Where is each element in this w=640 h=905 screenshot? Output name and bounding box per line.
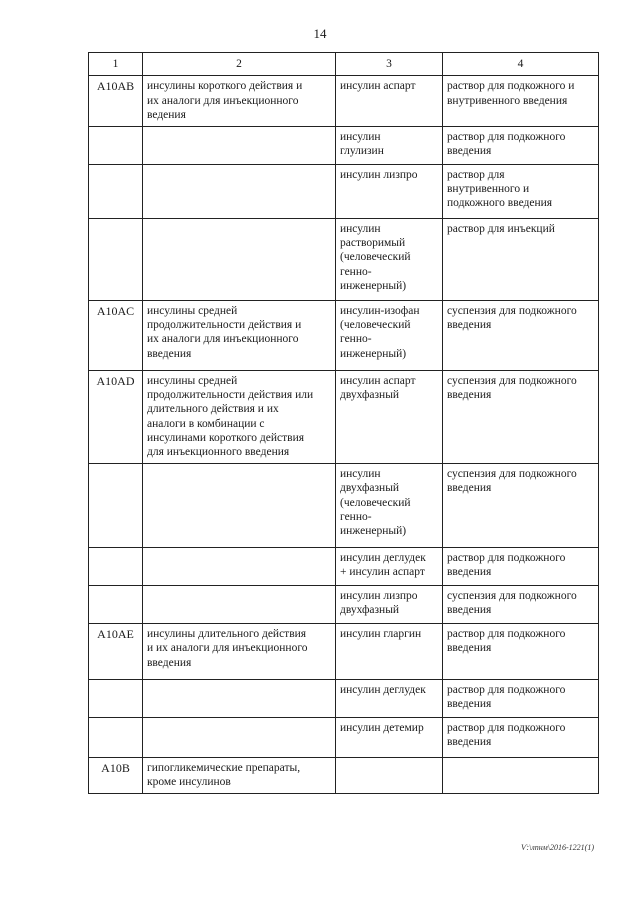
drug-name-cell (336, 623, 443, 679)
pharmacological-group-cell (143, 126, 336, 164)
table-row (89, 300, 599, 370)
atc-code-cell-text: A10AE (97, 626, 134, 641)
drug-name-cell-text: инсулин гларгин (340, 627, 422, 640)
drug-table (88, 52, 599, 794)
pharmacological-group-cell-text: гипогликемические препараты, кроме инсулинов (147, 761, 301, 789)
dosage-form-cell (443, 218, 599, 300)
pharmacological-group-cell-text: инсулины средней продолжительности действия и их аналоги для инъекционного введения (147, 304, 302, 360)
dosage-form-cell (443, 463, 599, 547)
table-row (89, 679, 599, 717)
atc-code-cell (89, 623, 143, 679)
dosage-form-cell-text: раствор для подкожного введения (447, 130, 566, 157)
pharmacological-group-cell (143, 547, 336, 585)
table-body (89, 76, 599, 793)
dosage-form-cell-text: раствор для подкожного введения (447, 627, 566, 655)
drug-name-cell (336, 585, 443, 623)
dosage-form-cell (443, 623, 599, 679)
dosage-form-cell-text: раствор для внутривенного и подкожного введения (447, 168, 553, 210)
drug-name-cell-text: инсулин аспарт (340, 80, 416, 93)
dosage-form-cell (443, 76, 599, 126)
drug-name-cell-text: инсулин двухфазный (человеческий генно- инженерный) (340, 467, 411, 538)
dosage-form-cell-text: раствор для подкожного введения (447, 551, 566, 579)
atc-code-cell (89, 757, 143, 793)
drug-name-cell (336, 463, 443, 547)
drug-name-cell-text: инсулин аспарт двухфазный (340, 374, 416, 401)
drug-name-cell (336, 717, 443, 757)
drug-name-cell (336, 164, 443, 218)
pharmacological-group-cell (143, 218, 336, 300)
atc-code-cell (89, 370, 143, 463)
dosage-form-cell-text: суспензия для подкожного введения (447, 374, 577, 401)
table-row (89, 717, 599, 757)
table-row (89, 76, 599, 126)
atc-code-cell (89, 547, 143, 585)
table-row (89, 218, 599, 300)
table-row (89, 585, 599, 623)
atc-code-cell (89, 300, 143, 370)
page-number: 14 (313, 26, 327, 41)
table-row (89, 370, 599, 463)
dosage-form-cell (443, 679, 599, 717)
table-row (89, 757, 599, 793)
drug-name-cell (336, 126, 443, 164)
atc-code-cell (89, 585, 143, 623)
drug-name-cell (336, 300, 443, 370)
table-row (89, 623, 599, 679)
table-row (89, 164, 599, 218)
dosage-form-cell-text: раствор для подкожного введения (447, 683, 566, 711)
dosage-form-cell (443, 300, 599, 370)
drug-name-cell-text: инсулин детемир (340, 721, 424, 734)
pharmacological-group-cell (143, 717, 336, 757)
table-header-row (89, 53, 599, 76)
dosage-form-cell (443, 717, 599, 757)
table-row (89, 126, 599, 164)
document-footer-code: Ѵ:\лпнм\2016-1221(1) (520, 843, 594, 852)
table-row (89, 547, 599, 585)
drug-name-cell-text: инсулин-изофан (человеческий генно- инженерный) (340, 304, 420, 360)
dosage-form-cell (443, 370, 599, 463)
column-header: 4 (443, 53, 599, 76)
drug-name-cell (336, 370, 443, 463)
atc-code-cell (89, 463, 143, 547)
dosage-form-cell (443, 164, 599, 218)
drug-name-cell-text: инсулин деглудек (340, 683, 426, 696)
drug-name-cell (336, 757, 443, 793)
pharmacological-group-cell (143, 757, 336, 793)
column-header: 3 (336, 53, 443, 76)
pharmacological-group-cell-text: инсулины длительного действия и их аналоги для инъекционного введения (147, 627, 308, 669)
pharmacological-group-cell (143, 76, 336, 126)
drug-name-cell-text: инсулин лизпро двухфазный (340, 589, 418, 617)
dosage-form-cell-text: раствор для подкожного введения (447, 721, 566, 749)
pharmacological-group-cell (143, 370, 336, 463)
atc-code-cell (89, 679, 143, 717)
atc-code-cell (89, 126, 143, 164)
drug-name-cell (336, 547, 443, 585)
drug-name-cell-text: инсулин лизпро (340, 168, 418, 181)
pharmacological-group-cell-text: инсулины средней продолжительности действия или длительного действия и их аналоги в комбинации с инсулинами короткого действия для инъекционного введения (147, 374, 314, 459)
drug-name-cell-text: инсулин деглудек + инсулин аспарт (340, 551, 426, 579)
atc-code-cell (89, 717, 143, 757)
atc-code-cell-text: A10AB (96, 79, 135, 94)
pharmacological-group-cell (143, 679, 336, 717)
pharmacological-group-cell (143, 300, 336, 370)
pharmacological-group-cell (143, 463, 336, 547)
dosage-form-cell-text: суспензия для подкожного введения (447, 589, 577, 617)
dosage-form-cell-text: раствор для подкожного и внутривенного введения (447, 80, 575, 107)
drug-name-cell (336, 76, 443, 126)
pharmacological-group-cell (143, 623, 336, 679)
atc-code-cell (89, 218, 143, 300)
atc-code-cell-text: A10AD (96, 373, 135, 388)
atc-code-cell-text: A10AC (96, 303, 135, 318)
column-header: 1 (89, 53, 143, 76)
table-row (89, 463, 599, 547)
atc-code-cell (89, 76, 143, 126)
pharmacological-group-cell-text: инсулины короткого действия и их аналоги для инъекционного ведения (147, 80, 303, 122)
dosage-form-cell-text: суспензия для подкожного введения (447, 304, 577, 331)
dosage-form-cell (443, 547, 599, 585)
drug-name-cell-text: инсулин растворимый (человеческий генно- инженерный) (340, 222, 411, 292)
dosage-form-cell-text: суспензия для подкожного введения (447, 467, 577, 495)
column-header: 2 (143, 53, 336, 76)
dosage-form-cell-text: раствор для инъекций (447, 222, 555, 235)
pharmacological-group-cell (143, 164, 336, 218)
pharmacological-group-cell (143, 585, 336, 623)
atc-code-cell-text: A10B (101, 760, 130, 775)
drug-name-cell (336, 218, 443, 300)
atc-code-cell (89, 164, 143, 218)
dosage-form-cell (443, 126, 599, 164)
dosage-form-cell (443, 585, 599, 623)
drug-name-cell-text: инсулин глулизин (340, 130, 384, 157)
dosage-form-cell (443, 757, 599, 793)
drug-name-cell (336, 679, 443, 717)
